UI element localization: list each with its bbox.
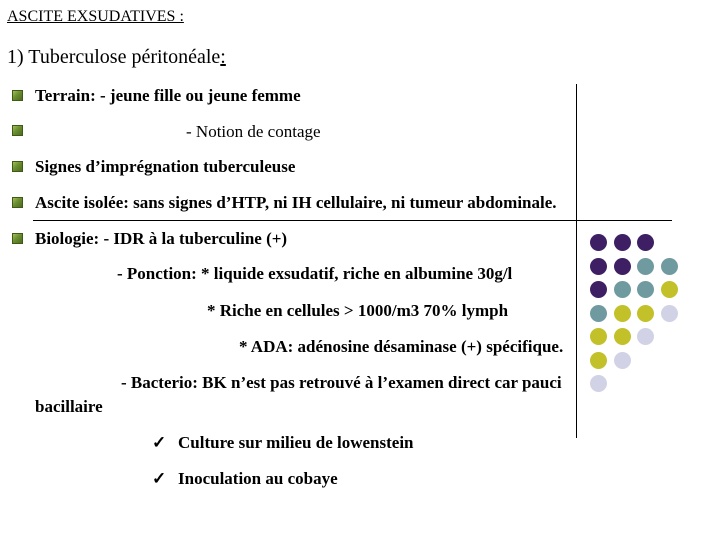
bullet-square-icon <box>12 197 23 208</box>
slide-header: ASCITE EXSUDATIVES : <box>7 8 184 25</box>
bullet-impregnation: Signes d’imprégnation tuberculeuse <box>35 157 296 176</box>
decorative-dot <box>661 305 678 322</box>
biology-bacterio-cont: bacillaire <box>35 397 103 416</box>
decorative-dot <box>590 375 607 392</box>
decorative-dot <box>637 281 654 298</box>
title-text: 1) Tuberculose péritonéale <box>7 46 221 68</box>
bullet-terrain: Terrain: - jeune fille ou jeune femme <box>35 86 301 105</box>
decorative-dot <box>590 352 607 369</box>
bullet-square-icon <box>12 233 23 244</box>
check-item-culture: Culture sur milieu de lowenstein <box>178 433 414 452</box>
biology-ponction: - Ponction: * liquide exsudatif, riche en albumine 30g/l <box>117 264 513 283</box>
decorative-dot <box>614 305 631 322</box>
decorative-dot <box>614 328 631 345</box>
bullet-ascite-isolee: Ascite isolée: sans signes d’HTP, ni IH cellulaire, ni tumeur abdominale. <box>35 193 557 212</box>
decorative-dot <box>614 258 631 275</box>
bullet-square-icon <box>12 161 23 172</box>
slide-title <box>7 46 226 69</box>
decorative-dot <box>637 234 654 251</box>
bullet-contage: - Notion de contage <box>186 122 321 141</box>
bullet-square-icon <box>12 125 23 136</box>
checkmark-icon: ✓ <box>152 469 167 488</box>
decorative-dot <box>614 281 631 298</box>
biology-cells: * Riche en cellules > 1000/m3 70% lymph <box>207 301 509 320</box>
title-colon: : <box>220 46 226 68</box>
decorative-dot <box>637 328 654 345</box>
decorative-dot <box>637 258 654 275</box>
decorative-dot <box>590 305 607 322</box>
decorative-dot <box>590 258 607 275</box>
decorative-dot <box>590 328 607 345</box>
horizontal-divider <box>33 220 672 221</box>
decorative-dot <box>637 305 654 322</box>
decorative-dot <box>590 281 607 298</box>
check-item-inoculation: Inoculation au cobaye <box>178 469 338 488</box>
decorative-dot <box>590 234 607 251</box>
bullet-square-icon <box>12 90 23 101</box>
decorative-dot <box>614 234 631 251</box>
vertical-divider <box>576 84 577 438</box>
checkmark-icon: ✓ <box>152 433 167 452</box>
bullet-biologie: Biologie: - IDR à la tuberculine (+) <box>35 229 288 248</box>
decorative-dot <box>661 258 678 275</box>
biology-bacterio: - Bacterio: BK n’est pas retrouvé à l’examen direct car pauci <box>121 373 562 392</box>
decorative-dot <box>661 281 678 298</box>
biology-ada: * ADA: adénosine désaminase (+) spécifique. <box>239 337 564 356</box>
decorative-dot <box>614 352 631 369</box>
